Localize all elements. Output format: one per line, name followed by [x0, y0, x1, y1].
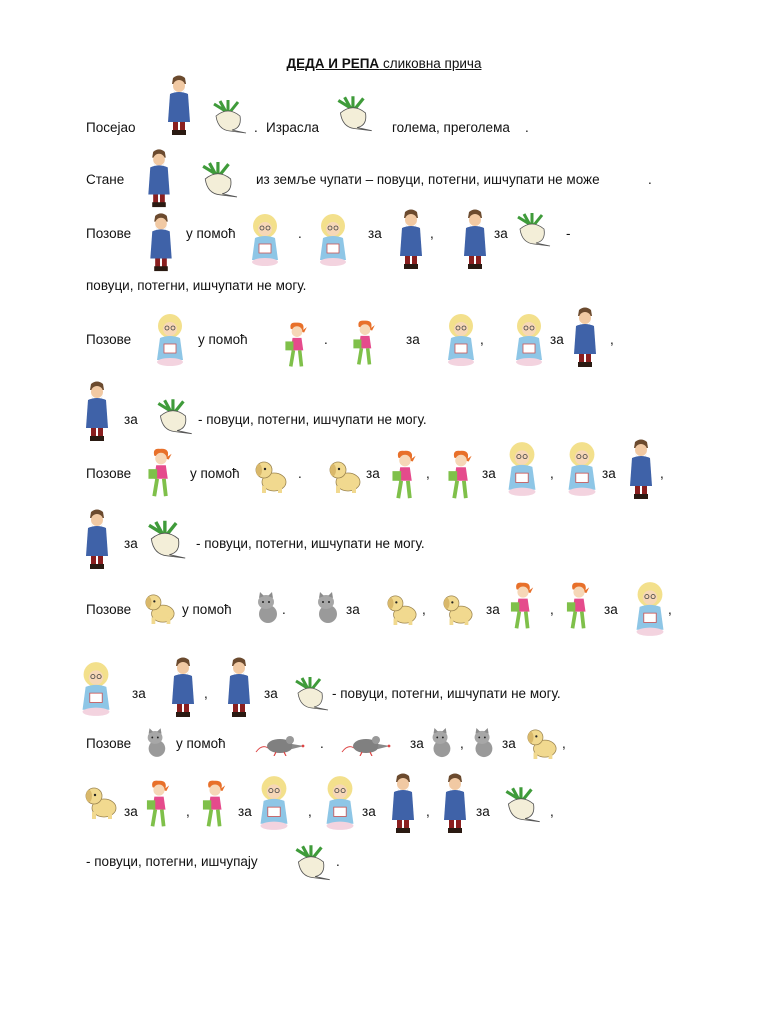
- word-u-pomoc: у помоћ: [190, 466, 240, 481]
- page-title: [0, 56, 768, 71]
- word-pozove: Позове: [86, 226, 132, 241]
- title-subtitle: сликовна прича: [382, 56, 482, 71]
- word-za: за: [124, 412, 138, 427]
- word-za: за: [362, 804, 376, 819]
- grandpa-icon: [460, 206, 490, 272]
- word-comma: ,: [422, 602, 426, 617]
- line-final: - повуци, потегни, ишчупају: [86, 854, 258, 869]
- word-za: за: [502, 736, 516, 751]
- grandma-icon: [506, 440, 538, 498]
- grandma-icon: [634, 580, 666, 638]
- word-comma: ,: [610, 332, 614, 347]
- word-pozove: Позове: [86, 332, 132, 347]
- turnip-icon: [206, 100, 252, 134]
- word-dot: .: [298, 226, 302, 241]
- word-pozove: Позове: [86, 466, 132, 481]
- word-za: за: [264, 686, 278, 701]
- word-za: за: [410, 736, 424, 751]
- cat-icon: [144, 728, 168, 758]
- turnip-icon: [140, 520, 192, 560]
- turnip-icon: [330, 96, 378, 132]
- word-za: за: [406, 332, 420, 347]
- line-dash-ne-mogu: - повуци, потегни, ишчупати не могу.: [196, 536, 425, 551]
- word-comma: ,: [460, 736, 464, 751]
- word-za: за: [238, 804, 252, 819]
- grandpa-icon: [82, 506, 112, 572]
- cat-icon: [470, 728, 496, 758]
- word-za: за: [486, 602, 500, 617]
- word-dot: .: [324, 332, 328, 347]
- cat-icon: [314, 592, 340, 624]
- word-comma: ,: [550, 602, 554, 617]
- word-comma: ,: [562, 736, 566, 751]
- line-dash-ne-mogu: - повуци, потегни, ишчупати не могу.: [198, 412, 427, 427]
- grandma-icon: [80, 660, 112, 718]
- title-bold: ДЕДА И РЕПА: [286, 56, 380, 71]
- grandpa-icon: [440, 770, 470, 836]
- grandpa-icon: [168, 654, 198, 720]
- grandma-icon: [250, 212, 280, 268]
- grandpa-icon: [388, 770, 418, 836]
- word-dot: .: [254, 120, 258, 135]
- word-za: за: [550, 332, 564, 347]
- grandma-icon: [514, 312, 544, 368]
- word-iz-zemlje: из земље чупати – повуци, потегни, ишчупати не може: [256, 172, 600, 187]
- granddaughter-icon: [564, 580, 594, 632]
- granddaughter-icon: [144, 778, 174, 830]
- word-u-pomoc: у помоћ: [176, 736, 226, 751]
- word-za: за: [366, 466, 380, 481]
- word-u-pomoc: у помоћ: [182, 602, 232, 617]
- grandpa-icon: [224, 654, 254, 720]
- word-za: за: [368, 226, 382, 241]
- word-dot: .: [282, 602, 286, 617]
- grandpa-icon: [396, 206, 426, 272]
- grandpa-icon: [626, 436, 656, 502]
- word-comma: ,: [550, 466, 554, 481]
- word-izrasla: Израсла: [266, 120, 320, 135]
- dog-icon: [84, 784, 118, 820]
- granddaughter-icon: [200, 778, 230, 830]
- word-comma: ,: [204, 686, 208, 701]
- word-golema: голема, преголема: [392, 120, 510, 135]
- word-za: за: [494, 226, 508, 241]
- dog-icon: [386, 592, 418, 626]
- word-comma: ,: [430, 226, 434, 241]
- grandpa-icon: [82, 378, 112, 444]
- cat-icon: [254, 592, 280, 624]
- word-pozove: Позове: [86, 602, 132, 617]
- word-za: за: [124, 536, 138, 551]
- dog-icon: [526, 726, 558, 760]
- grandma-icon: [324, 774, 356, 832]
- word-za: за: [132, 686, 146, 701]
- turnip-icon: [288, 844, 336, 882]
- word-dot: .: [298, 466, 302, 481]
- grandma-icon: [154, 312, 186, 368]
- word-comma: ,: [660, 466, 664, 481]
- granddaughter-icon: [282, 320, 312, 370]
- granddaughter-icon: [350, 318, 380, 368]
- dog-icon: [328, 458, 362, 494]
- word-u-pomoc: у помоћ: [186, 226, 236, 241]
- turnip-icon: [510, 212, 556, 248]
- granddaughter-icon: [146, 446, 176, 500]
- word-comma: ,: [308, 804, 312, 819]
- word-comma: ,: [426, 804, 430, 819]
- word-u-pomoc: у помоћ: [198, 332, 248, 347]
- grandpa-icon: [164, 72, 194, 138]
- grandpa-icon: [570, 304, 600, 370]
- granddaughter-icon: [508, 580, 538, 632]
- word-comma: ,: [480, 332, 484, 347]
- word-comma: ,: [426, 466, 430, 481]
- granddaughter-icon: [390, 448, 420, 502]
- turnip-icon: [498, 786, 546, 824]
- word-comma: ,: [550, 804, 554, 819]
- word-za: за: [346, 602, 360, 617]
- turnip-icon: [194, 162, 244, 198]
- word-dot: .: [648, 172, 652, 187]
- grandma-icon: [318, 212, 348, 268]
- mouse-icon: [254, 734, 306, 756]
- dog-icon: [442, 592, 474, 626]
- word-za: за: [602, 466, 616, 481]
- word-posejao: Посејао: [86, 120, 136, 135]
- word-za: за: [604, 602, 618, 617]
- granddaughter-icon: [446, 448, 476, 502]
- dog-icon: [144, 590, 176, 626]
- word-za: за: [482, 466, 496, 481]
- line-dash-ne-mogu: - повуци, потегни, ишчупати не могу.: [332, 686, 561, 701]
- word-pozove: Позове: [86, 736, 132, 751]
- word-dot: .: [525, 120, 529, 135]
- grandpa-icon: [144, 146, 174, 210]
- line-ne-mogu: повуци, потегни, ишчупати не могу.: [86, 278, 307, 293]
- word-comma: ,: [186, 804, 190, 819]
- turnip-icon: [288, 676, 334, 712]
- cat-icon: [428, 728, 454, 758]
- turnip-icon: [150, 398, 198, 436]
- grandma-icon: [566, 440, 598, 498]
- dog-icon: [254, 458, 288, 494]
- word-za: за: [476, 804, 490, 819]
- word-za: за: [124, 804, 138, 819]
- word-stane: Стане: [86, 172, 125, 187]
- word-dot: .: [320, 736, 324, 751]
- grandma-icon: [258, 774, 290, 832]
- word-dot: .: [336, 854, 340, 869]
- mouse-icon: [340, 734, 392, 756]
- word-comma: ,: [668, 602, 672, 617]
- grandpa-icon: [146, 210, 176, 274]
- word-dash: -: [566, 226, 571, 241]
- grandma-icon: [446, 312, 476, 368]
